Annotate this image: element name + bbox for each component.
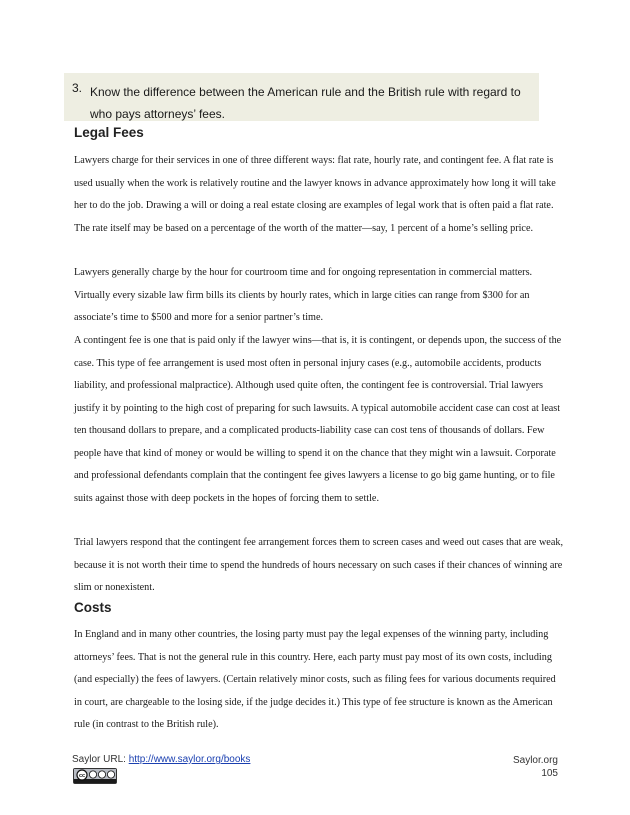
page-number: 105 (541, 768, 558, 779)
footer-url-label: Saylor URL: (72, 754, 129, 765)
paragraph-contingent-fee: A contingent fee is one that is paid only if the lawyer wins—that is, it is contingent, or depends upon, the success of the case. This type of fee arrangement is used most often in personal injury cases (e.g., automobile accidents, products liability, and professional malpractice). Although used quite often, the contingent fee is controversial. Trial lawyers justify it by pointing to the high cost of preparing for such lawsuits. A typical automobile accident case can cost at least ten thousand dollars to prepare, and a complicated products-liability case can cost tens of thousands of dollars. Few people have that kind of money or would be willing to spend it on the chance that they might win a lawsuit. Corporate and professional defendants complain that the contingent fee gives lawyers a license to go big game hunting, or to file suits against those with deep pockets in the hopes of forcing them to settle. (74, 335, 562, 504)
objective-number: 3. (72, 81, 83, 95)
cc-icon-graphic (74, 769, 116, 783)
paragraph-trial-lawyers-response: Trial lawyers respond that the contingent fee arrangement forces them to screen cases and weed out cases that are weak, because it is not worth their time to spend the hundreds of hours necessary on such cases if their chances of winning are slim or nonexistent. (74, 537, 563, 593)
creative-commons-license-icon (73, 768, 117, 784)
footer-source (72, 754, 250, 765)
paragraph-hourly-rate: Lawyers generally charge by the hour for courtroom time and for ongoing representation in commercial matters. Virtually every sizable law firm bills its clients by hourly rates, which in large cities can range from $300 for an associate’s time to $500 and more for a senior partner’s time. (74, 267, 533, 323)
footer-site-info (513, 754, 558, 780)
heading-legal-fees: Legal Fees (74, 125, 144, 140)
objective-text: Know the difference between the American rule and the British rule with regard to who pays attorneys’ fees. (90, 85, 521, 121)
footer-url-link[interactable]: http://www.saylor.org/books (128, 754, 251, 765)
paragraph-fee-types: Lawyers charge for their services in one of three different ways: flat rate, hourly rate, and contingent fee. A flat rate is used usually when the work is relatively routine and the lawyer knows in advance approximately how long it will take her to do the job. Drawing a will or doing a real estate closing are examples of legal work that is often paid a flat rate. The rate itself may be based on a percentage of the worth of the matter—say, 1 percent of a home’s selling price. (74, 155, 556, 234)
paragraph-costs: In England and in many other countries, the losing party must pay the legal expenses of the winning party, including attorneys’ fees. That is not the general rule in this country. Here, each party must pay most of its own costs, including (and especially) the fees of lawyers. (Certain relatively minor costs, such as filing fees for various documents required in court, are chargeable to the losing side, if the judge decides it.) This type of fee structure is known as the American rule (in contrast to the British rule). (74, 629, 556, 730)
heading-costs: Costs (74, 600, 112, 615)
svg-text:cc: cc (78, 773, 86, 780)
footer-site-name: Saylor.org (512, 755, 558, 766)
